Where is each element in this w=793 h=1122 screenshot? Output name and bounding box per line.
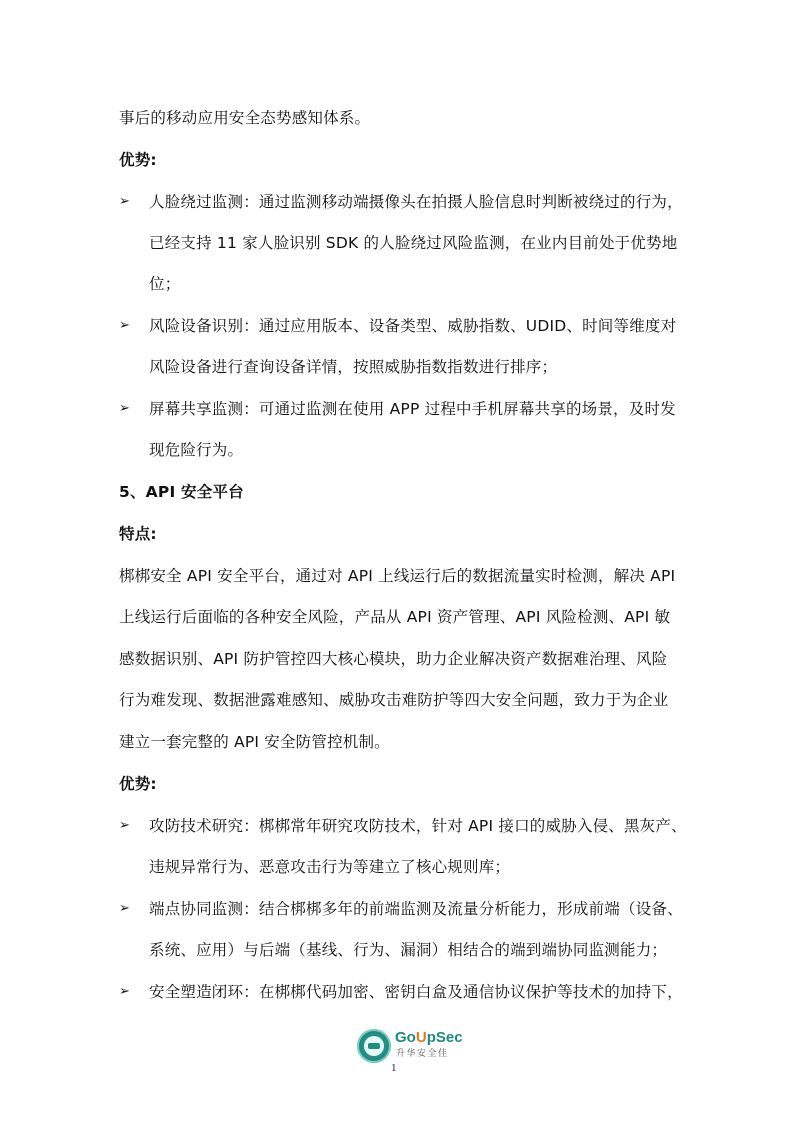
bullet-text-continued: 风险设备进行查询设备详情，按照威胁指数指数进行排序； [149,358,558,376]
section-heading-features: 特点: [119,525,157,543]
bullet-text-continued: 系统、应用）与后端（基线、行为、漏洞）相结合的端到端协同监测能力； [149,941,668,959]
bullet-arrow-icon: ➢ [119,401,130,416]
bullet-text-continued: 现危险行为。 [149,441,244,459]
goupsec-seal-icon [357,1029,391,1063]
bullet-text: 端点协同监测：结合梆梆多年的前端监测及流量分析能力，形成前端（设备、 [149,900,683,918]
bullet-text: 攻防技术研究：梆梆常年研究攻防技术，针对 API 接口的威胁入侵、黑灰产、 [149,817,687,835]
bullet-text: 屏幕共享监测：可通过监测在使用 APP 过程中手机屏幕共享的场景，及时发 [149,400,676,418]
bullet-arrow-icon: ➢ [119,818,130,833]
bullet-arrow-icon: ➢ [119,984,130,999]
section-heading-advantages: 优势: [119,775,157,793]
bullet-text: 安全塑造闭环：在梆梆代码加密、密钥白盒及通信协议保护等技术的加持下， [149,983,683,1001]
paragraph-line: 感数据识别、API 防护管控四大核心模块，助力企业解决资产数据难治理、风险 [119,650,668,668]
bullet-text: 人脸绕过监测：通过监测移动端摄像头在拍摄人脸信息时判断被绕过的行为， [149,193,683,211]
paragraph-line: 上线运行后面临的各种安全风险，产品从 API 资产管理、API 风险检测、API 敏 [119,608,671,626]
paragraph-line: 行为难发现、数据泄露难感知、威胁攻击难防护等四大安全问题，致力于为企业 [119,691,669,709]
paragraph-line: 梆梆安全 API 安全平台，通过对 API 上线运行后的数据流量实时检测，解决 API [119,567,676,585]
bullet-text-continued: 位； [149,275,181,293]
bullet-arrow-icon: ➢ [119,901,130,916]
bullet-text: 风险设备识别：通过应用版本、设备类型、威胁指数、UDID、时间等维度对 [149,317,677,335]
bullet-arrow-icon: ➢ [119,194,130,209]
bullet-text-continued: 已经支持 11 家人脸识别 SDK 的人脸绕过风险监测，在业内目前处于优势地 [149,234,678,252]
bullet-arrow-icon: ➢ [119,318,130,333]
bullet-text-continued: 违规异常行为、恶意攻击行为等建立了核心规则库； [149,858,511,876]
paragraph-line: 建立一套完整的 API 安全防管控机制。 [119,733,390,751]
section-heading-advantages: 优势: [119,151,157,169]
brand-tagline: 升华安全佳 [396,1049,449,1059]
footer-logo [357,1029,477,1065]
text-line: 事后的移动应用安全态势感知体系。 [119,109,371,127]
section-heading-api-platform: 5、API 安全平台 [119,483,244,501]
page-number: 1 [391,1062,397,1074]
brand-name: GoUpSec [395,1029,463,1046]
